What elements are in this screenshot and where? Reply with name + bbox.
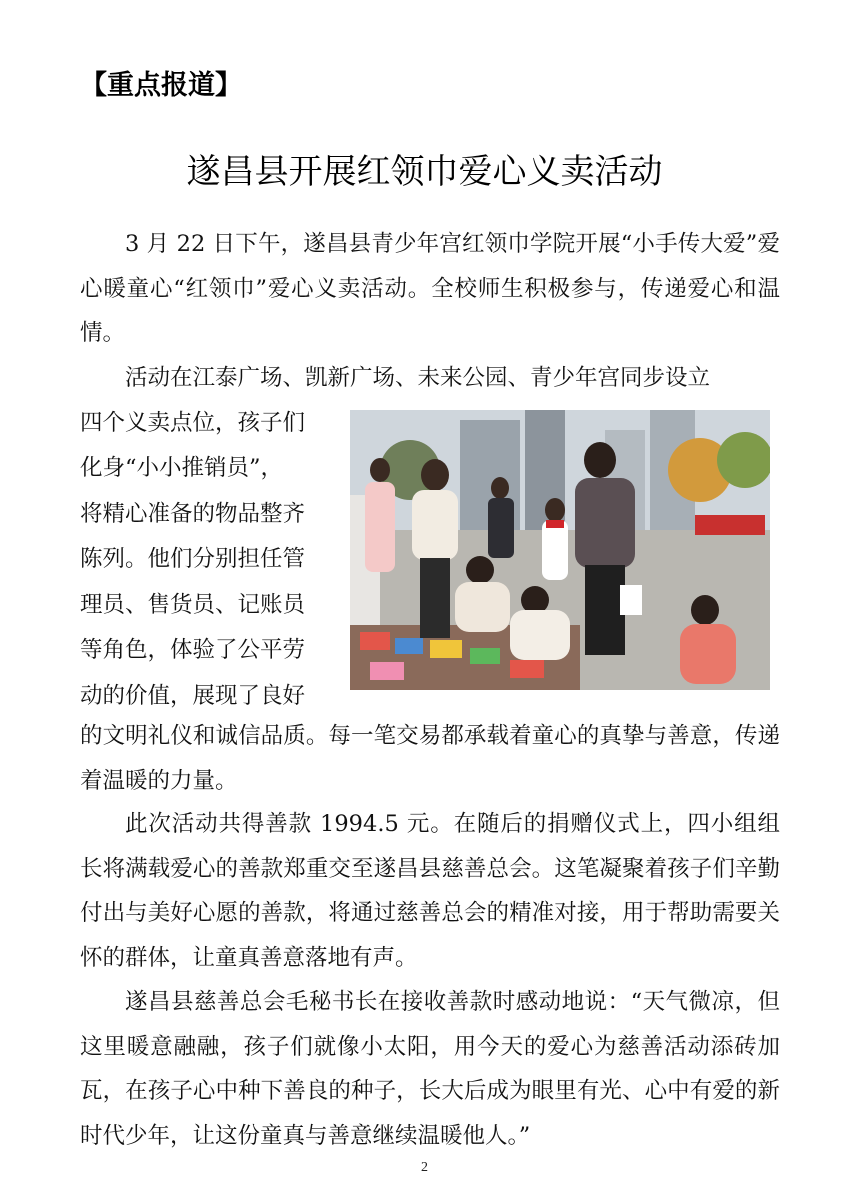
section-tag: 【重点报道】: [80, 70, 242, 101]
photo-charity-sale: [350, 410, 770, 690]
paragraph-2-first-line: 活动在江泰广场、凯新广场、未来公园、青少年宫同步设立: [125, 365, 711, 391]
photo-person: [491, 477, 509, 499]
paragraph-2-wrapped-text: [80, 401, 342, 720]
paragraph-2-line: 动的价值，展现了良好: [80, 682, 306, 709]
paragraph-2-line: 将精心准备的物品整齐: [80, 500, 306, 527]
photo-stall: [695, 515, 765, 535]
photo-person: [510, 610, 570, 660]
article-title: 遂昌县开展红领巾爱心义卖活动: [186, 152, 663, 192]
photo-person: [412, 490, 458, 560]
paragraph-2-line: 四个义卖点位，孩子们: [80, 409, 306, 436]
paragraph-4: 此次活动共得善款 1994.5 元。在随后的捐赠仪式上，四小组组长将满载爱心的善款郑重交至遂昌县慈善总会。这笔凝聚着孩子们辛勤付出与美好心愿的善款，将通过慈善总会的精准对接，用于帮助需要关怀的群体，让童真善意落地有声。: [80, 811, 780, 971]
page-number: 2: [421, 1160, 428, 1175]
photo-person: [584, 442, 616, 478]
photo-person: [585, 565, 625, 655]
photo-illustration: [350, 410, 770, 690]
photo-item: [360, 632, 390, 650]
paragraph-5: 遂昌县慈善总会毛秘书长在接收善款时感动地说：“天气微凉，但这里暖意融融，孩子们就像小太阳，用今天的爱心为慈善活动添砖加瓦，在孩子心中种下善良的种子，长大后成为眼里有光、心中有爱的新时代少年，让这份童真与善意继续温暖他人。”: [80, 989, 780, 1149]
photo-item: [510, 660, 544, 678]
photo-person: [455, 582, 510, 632]
photo-person: [365, 482, 395, 572]
photo-person: [542, 520, 568, 580]
paragraph-2-line: 陈列。他们分别担任管: [80, 546, 306, 572]
paragraph-2-line: 等角色，体验了公平劳: [80, 637, 306, 663]
photo-item: [395, 638, 423, 654]
photo-person: [521, 586, 549, 614]
photo-person: [545, 498, 565, 522]
photo-person: [466, 556, 494, 584]
photo-item: [370, 662, 404, 680]
photo-bag: [620, 585, 642, 615]
photo-red-scarf: [546, 520, 564, 528]
photo-person: [575, 478, 635, 568]
photo-person: [680, 624, 736, 684]
photo-person: [421, 459, 449, 491]
photo-item: [430, 640, 462, 658]
paragraph-1: 3 月 22 日下午，遂昌县青少年宫红领巾学院开展“小手传大爱”爱心暖童心“红领巾”爱心义卖活动。全校师生积极参与，传递爱心和温情。: [80, 231, 780, 346]
paragraph-3: 的文明礼仪和诚信品质。每一笔交易都承载着童心的真挚与善意，传递着温暖的力量。: [80, 723, 780, 794]
photo-person: [370, 458, 390, 482]
paragraph-2-line: 理员、售货员、记账员: [80, 591, 306, 618]
paragraph-2-line: 化身“小小推销员”，: [80, 455, 284, 481]
photo-person: [488, 498, 514, 558]
photo-item: [470, 648, 500, 664]
photo-person: [691, 595, 719, 625]
photo-person: [420, 558, 450, 638]
